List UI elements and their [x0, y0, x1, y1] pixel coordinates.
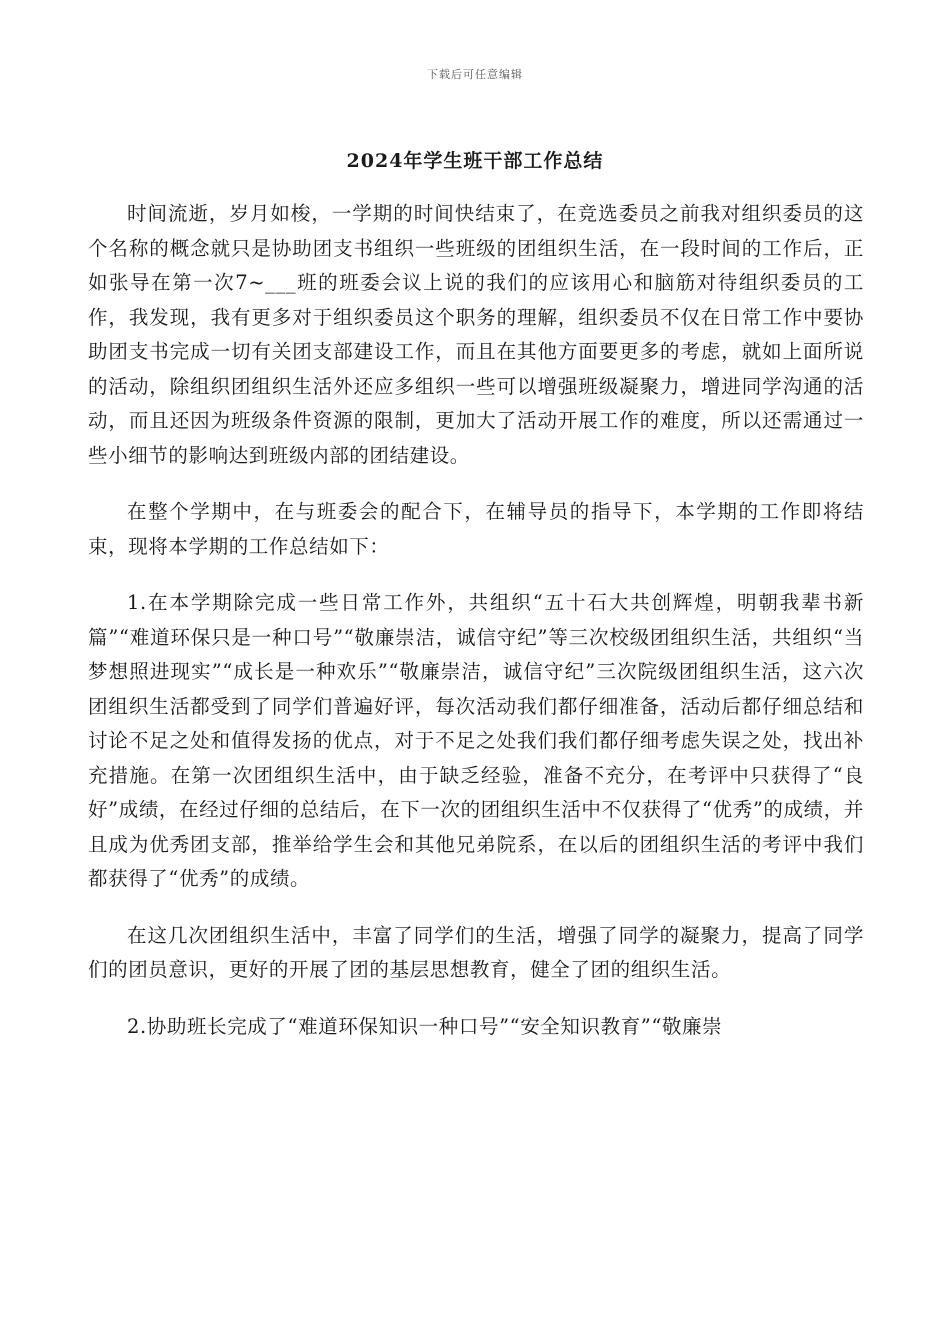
document-title: 2024年学生班干部工作总结	[346, 150, 604, 172]
paragraph: 2.协助班长完成了“难道环保知识一种口号”“安全知识教育”“敬廉崇	[127, 1014, 723, 1038]
paragraph: 时间流逝，岁月如梭，一学期的时间快结束了，在竞选委员之前我对组织委员的这个名称的概念就只是协助团支书组织一些班级的团组织生活，在一段时间的工作后，正如张导在第一次7~___班的班委会议上说的我们的应该用心和脑筋对待组织委员的工作，我发现，我有更多对于组织委员这个职务的理解，组织委员不仅在日常工作中要协助团支书完成一切有关团支部建设工作，而且在其他方面要更多的考虑，就如上面所说的活动，除组织团组织生活外还应多组织一些可以增强班级凝聚力，增进同学沟通的活动，而且还因为班级条件资源的限制，更加大了活动开展工作的难度，所以还需通过一些小细节的影响达到班级内部的团结建设。	[88, 202, 864, 467]
paragraph: 在这几次团组织生活中，丰富了同学们的生活，增强了同学的凝聚力，提高了同学们的团员意识，更好的开展了团的基层思想教育，健全了团的组织生活。	[88, 923, 864, 981]
paragraph: 在整个学期中，在与班委会的配合下，在辅导员的指导下，本学期的工作即将结束，现将本学期的工作总结如下：	[88, 500, 864, 558]
header-note: 下载后可任意编辑	[427, 68, 523, 81]
document-body	[88, 197, 864, 1066]
paragraph: 1.在本学期除完成一些日常工作外，共组织“五十石大共创辉煌，明朝我辈书新篇”“难道环保只是一种口号”“敬廉崇洁，诚信守纪”等三次校级团组织生活，共组织“当梦想照进现实”“成长是一种欢乐”“敬廉崇洁，诚信守纪”三次院级团组织生活，这六次团组织生活都受到了同学们普遍好评，每次活动我们都仔细准备，活动后都仔细总结和讨论不足之处和值得发扬的优点，对于不足之处我们我们都仔细考虑失误之处，找出补充措施。在第一次团组织生活中，由于缺乏经验，准备不充分，在考评中只获得了“良好”成绩，在经过仔细的总结后，在下一次的团组织生活中不仅获得了“优秀”的成绩，并且成为优秀团支部，推举给学生会和其他兄弟院系，在以后的团组织生活的考评中我们都获得了“优秀”的成绩。	[88, 591, 864, 890]
